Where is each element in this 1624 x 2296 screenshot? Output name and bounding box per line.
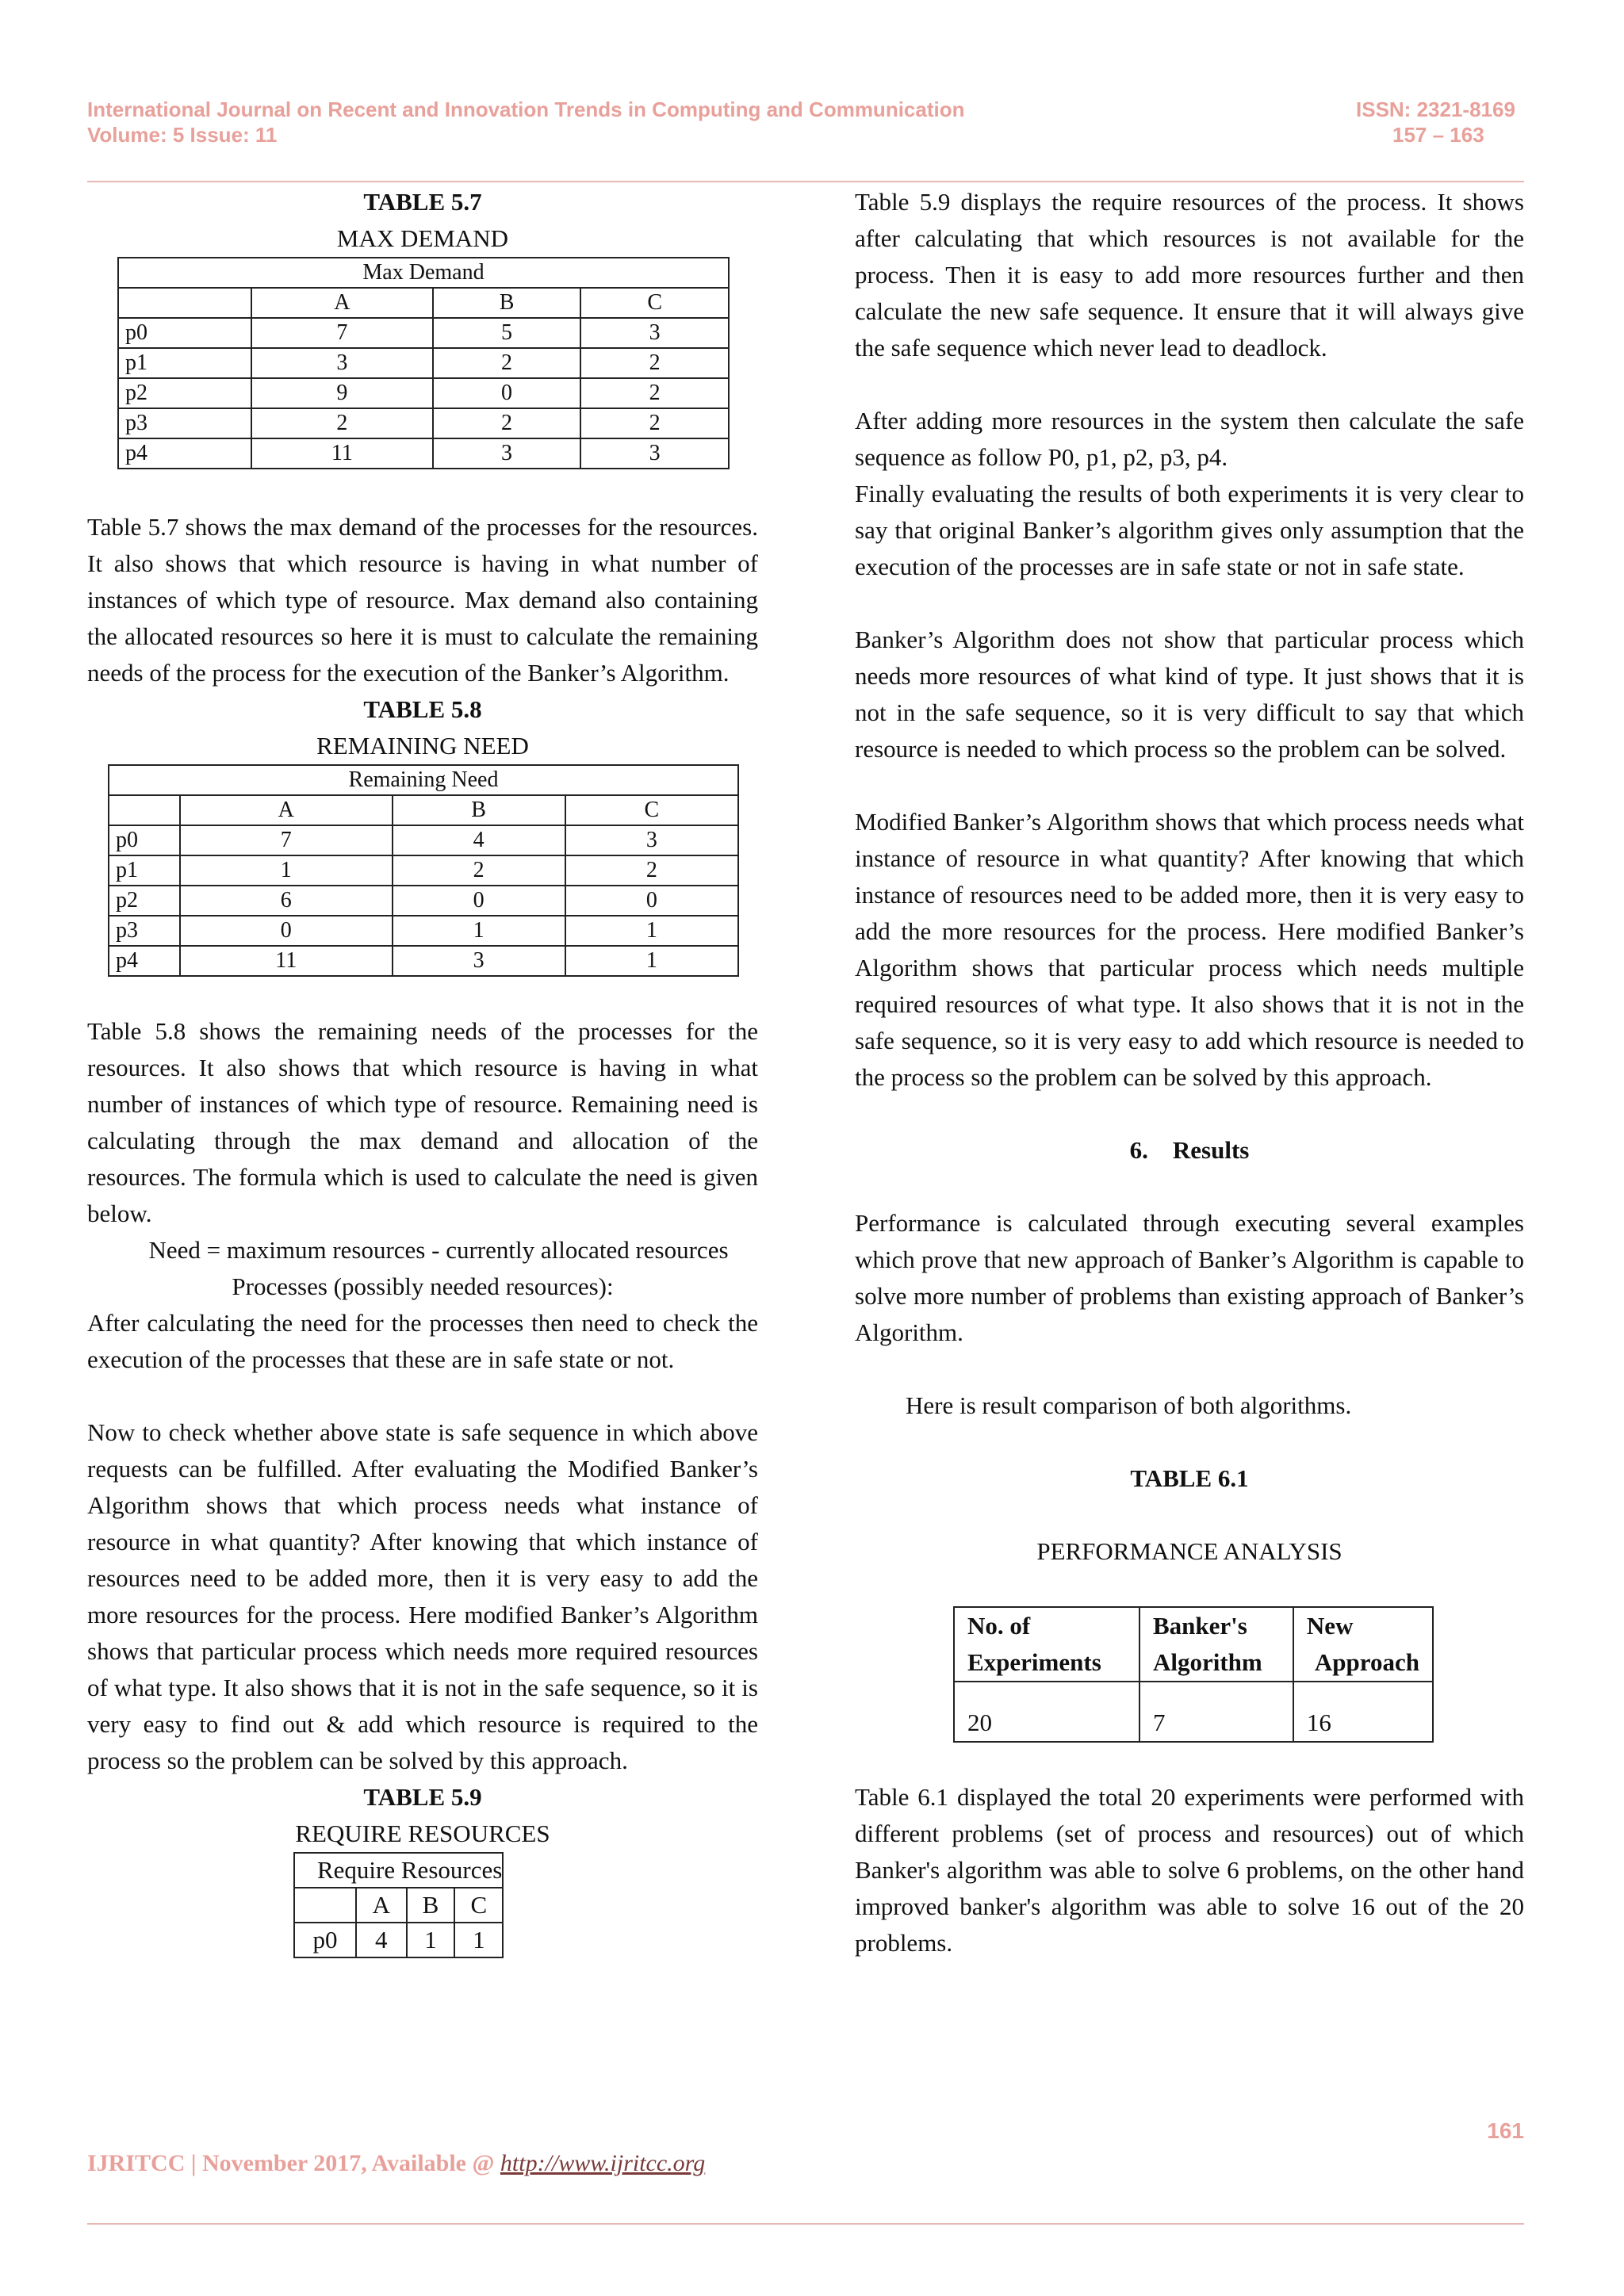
table-cell: 2 [580,408,729,438]
col-header: B [407,1888,455,1923]
table-cell: p3 [118,408,251,438]
paragraph: Finally evaluating the results of both experiments it is very clear to say that original Banker’s algorithm gives only assumption that the execution of the processes are in safe state or not in safe state. [855,480,1524,580]
table-5-8-number: TABLE 5.8 [363,695,482,723]
footer-text: IJRITCC | November 2017, Available @ [87,2150,500,2176]
paragraph: Table 6.1 displayed the total 20 experiments were performed with different problems (set of process and resources) out of which Banker's algorithm was able to solve 6 problems, on the other hand improved banker's algorithm was able to solve 16 out of the 20 problems. [855,1783,1524,1957]
table-row [118,408,729,438]
col-header: C [580,288,729,318]
table-group-header: Remaining Need [109,765,738,795]
table-cell: 7 [251,318,433,348]
table-cell: p1 [118,348,251,378]
table-group-header: Max Demand [118,258,729,288]
journal-issn: ISSN: 2321-8169 [1356,98,1515,121]
table-row [109,946,738,976]
table-cell: 3 [433,438,581,469]
table-cell: 2 [433,408,581,438]
table-cell: p0 [294,1923,356,1957]
table-cell: 1 [454,1923,503,1957]
table-row [109,855,738,886]
col-header: B [433,288,581,318]
table-cell: p3 [109,916,180,946]
paragraph: Banker’s Algorithm does not show that particular process which needs more resources of what kind of type. It just shows that it is not in the safe sequence, so it is very difficult to say that which resource is needed to which process so the problem can be solved. [855,626,1524,763]
table-row [294,1923,503,1957]
table-row [118,318,729,348]
table-cell: 6 [180,886,393,916]
table-cell: p0 [109,825,180,855]
left-column [87,184,758,1958]
formula-line: Processes (possibly needed resources): [232,1272,614,1300]
footer [87,2150,705,2177]
paragraph: Table 5.9 displays the require resources of the process. It shows after calculating that which resources is not available for the process. Then it is easy to add more resources further and then calculate the new safe sequence. It ensure that it will always give the safe sequence which never lead to deadlock. [855,188,1524,362]
col-header: No. of Experiments [954,1607,1139,1682]
table-cell: p2 [109,886,180,916]
table-cell: 0 [393,886,565,916]
table-group-header: Require Resources [294,1853,503,1888]
table-cell: 1 [393,916,565,946]
col-header: A [251,288,433,318]
table-cell: 7 [180,825,393,855]
table-header-row [109,795,738,825]
right-column [855,184,1524,1961]
col-header: C [454,1888,503,1923]
footer-link[interactable]: http://www.ijritcc.org [500,2150,706,2176]
table-cell: 3 [251,348,433,378]
table-row [118,348,729,378]
paragraph: Here is result comparison of both algorithms. [906,1391,1352,1419]
table-cell: 2 [580,378,729,408]
table-5-9-title: REQUIRE RESOURCES [295,1820,550,1847]
table-row [118,378,729,408]
table-cell: p2 [118,378,251,408]
paragraph: Table 5.8 shows the remaining needs of the processes for the resources. It also shows that which resource is having in what number of instances of which type of resource. Remaining need is calculating through the max demand and allocation of the resources. The formula which is used to calculate the need is given below. [87,1017,758,1227]
table-cell: 1 [565,916,738,946]
page-number: 161 [1487,2118,1524,2143]
table-cell: 1 [180,855,393,886]
table-cell: 1 [407,1923,455,1957]
table-6-1-title: PERFORMANCE ANALYSIS [1036,1537,1342,1565]
table-cell: 16 [1293,1682,1433,1742]
col-header: B [393,795,565,825]
table-5-8 [108,764,739,977]
table-cell: p0 [118,318,251,348]
table-cell: 9 [251,378,433,408]
table-header-row [954,1607,1433,1682]
table-cell: 0 [433,378,581,408]
col-header: A [356,1888,407,1923]
table-cell: p4 [109,946,180,976]
table-cell: 2 [251,408,433,438]
header-rule [87,181,1524,182]
table-cell: 2 [580,348,729,378]
table-cell: 11 [251,438,433,469]
journal-pages: 157 – 163 [1392,123,1484,147]
table-cell: 0 [565,886,738,916]
table-5-8-title: REMAINING NEED [316,732,529,760]
table-cell: 7 [1139,1682,1293,1742]
table-5-7 [117,257,730,469]
col-header: New Approach [1293,1607,1433,1682]
table-row [109,886,738,916]
table-header-row [294,1888,503,1923]
table-cell: 2 [433,348,581,378]
table-cell: 3 [580,438,729,469]
col-header: Banker's Algorithm [1139,1607,1293,1682]
journal-volume: Volume: 5 Issue: 11 [87,123,278,147]
table-cell: p1 [109,855,180,886]
table-cell: 3 [393,946,565,976]
paragraph: Modified Banker’s Algorithm shows that which process needs what instance of resource in what quantity? After knowing that which instance of resources need to be added more, then it is very easy to add the more resources for the process. Here modified Banker’s Algorithm shows that particular process which needs multiple required resources of what type. It also shows that it is not in the safe sequence, so it is very easy to add which resource is needed to the process so the problem can be solved by this approach. [855,808,1524,1091]
table-row [118,438,729,469]
paragraph: After calculating the need for the processes then need to check the execution of the processes that these are in safe state or not. [87,1309,758,1373]
table-5-9 [293,1852,504,1958]
table-cell: 0 [180,916,393,946]
table-cell: 11 [180,946,393,976]
table-cell: 4 [393,825,565,855]
table-cell: 3 [580,318,729,348]
table-5-7-number: TABLE 5.7 [363,188,482,216]
table-cell: 20 [954,1682,1139,1742]
table-header-row [118,288,729,318]
table-cell: 5 [433,318,581,348]
table-cell: 3 [565,825,738,855]
table-cell: 2 [565,855,738,886]
table-row [954,1682,1433,1742]
paragraph: Table 5.7 shows the max demand of the processes for the resources. It also shows that which resource is having in what number of instances of which type of resource. Max demand also containing the allocated resources so here it is must to calculate the remaining needs of the process for the execution of the Banker’s Algorithm. [87,513,758,687]
col-header: A [180,795,393,825]
table-5-9-number: TABLE 5.9 [363,1783,482,1811]
journal-title: International Journal on Recent and Innovation Trends in Computing and Communication [87,98,965,121]
footer-rule [87,2223,1524,2225]
paragraph: Now to check whether above state is safe sequence in which above requests can be fulfilled. After evaluating the Modified Banker’s Algorithm shows that which process needs what instance of resource in what quantity? After knowing that which instance of resources need to be added more, then it is very easy to add the more resources for the process. Here modified Banker’s Algorithm shows that particular process which needs more required resources of what type. It also shows that it is not in the safe sequence, so it is very easy to find out & add which resource is required to the process so the problem can be solved by this approach. [87,1418,758,1774]
paragraph: After adding more resources in the system then calculate the safe sequence as follow P0, p1, p2, p3, p4. [855,407,1524,471]
table-6-1-number: TABLE 6.1 [1130,1464,1249,1492]
table-cell: 2 [393,855,565,886]
table-cell: 4 [356,1923,407,1957]
table-row [109,916,738,946]
table-cell: 1 [565,946,738,976]
table-row [109,825,738,855]
table-5-7-title: MAX DEMAND [336,224,509,252]
section-heading: 6. Results [1129,1136,1250,1164]
paragraph: Performance is calculated through executing several examples which prove that new approach of Banker’s Algorithm is capable to solve more number of problems than existing approach of Banker’s Algorithm. [855,1209,1524,1346]
table-cell: p4 [118,438,251,469]
col-header: C [565,795,738,825]
formula-line: Need = maximum resources - currently allocated resources [148,1236,729,1264]
table-6-1 [953,1606,1434,1743]
